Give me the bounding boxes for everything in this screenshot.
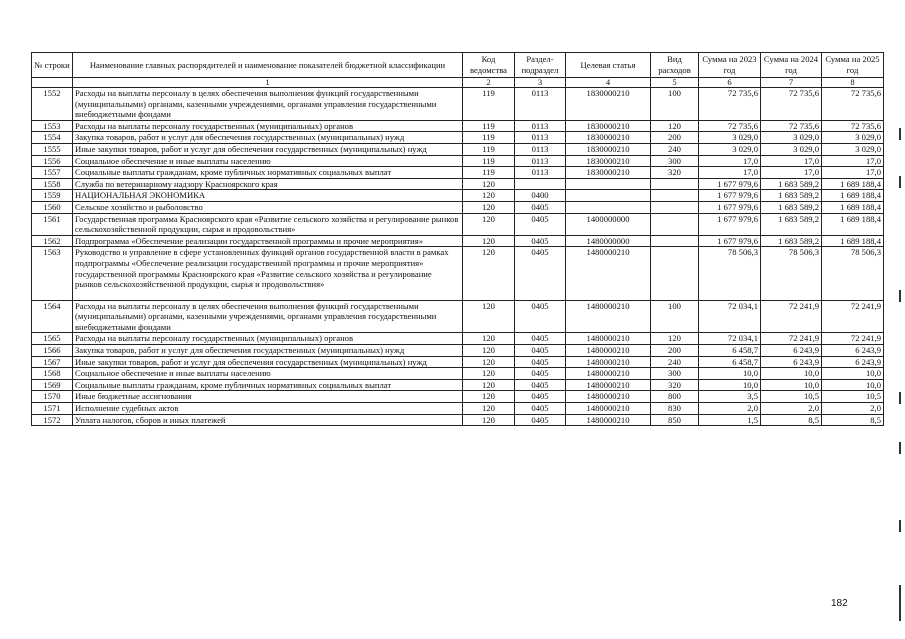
sum-2025: 8,5 xyxy=(822,414,884,426)
department-code: 120 xyxy=(463,345,515,357)
expense-type: 320 xyxy=(651,379,699,391)
sum-2023: 17,0 xyxy=(699,167,761,179)
section-code xyxy=(515,178,566,190)
column-number: 8 xyxy=(822,78,884,88)
expense-type: 300 xyxy=(651,155,699,167)
row-number: 1558 xyxy=(32,178,73,190)
row-number: 1557 xyxy=(32,167,73,179)
department-code: 120 xyxy=(463,190,515,202)
row-name: Исполнение судебных актов xyxy=(73,403,463,415)
scan-edge-mark xyxy=(899,442,901,454)
sum-2023: 72 034,1 xyxy=(699,333,761,345)
table-row xyxy=(32,403,884,415)
section-code: 0405 xyxy=(515,247,566,300)
sum-2024: 10,0 xyxy=(761,379,822,391)
table-row xyxy=(32,132,884,144)
target-article: 1480000210 xyxy=(566,391,651,403)
sum-2024: 17,0 xyxy=(761,167,822,179)
column-number: 2 xyxy=(463,78,515,88)
page-number: 182 xyxy=(831,598,848,609)
target-article xyxy=(566,190,651,202)
department-code: 119 xyxy=(463,132,515,144)
sum-2023: 78 506,3 xyxy=(699,247,761,300)
sum-2025: 1 689 188,4 xyxy=(822,235,884,247)
expense-type xyxy=(651,190,699,202)
table-header xyxy=(32,53,884,88)
row-number: 1562 xyxy=(32,235,73,247)
table-row xyxy=(32,88,884,121)
section-code: 0113 xyxy=(515,88,566,121)
section-code: 0405 xyxy=(515,368,566,380)
target-article xyxy=(566,201,651,213)
row-number: 1554 xyxy=(32,132,73,144)
target-article: 1830000210 xyxy=(566,155,651,167)
row-name: Социальное обеспечение и иные выплаты населению xyxy=(73,368,463,380)
scan-edge-mark xyxy=(899,176,901,188)
section-code: 0405 xyxy=(515,300,566,333)
sum-2025: 72 241,9 xyxy=(822,300,884,333)
target-article: 1480000210 xyxy=(566,333,651,345)
header-expense-type: Вид расходов xyxy=(651,53,699,78)
table-row xyxy=(32,368,884,380)
sum-2025: 1 689 188,4 xyxy=(822,178,884,190)
section-code: 0405 xyxy=(515,414,566,426)
section-code: 0113 xyxy=(515,167,566,179)
department-code: 119 xyxy=(463,120,515,132)
expense-type: 800 xyxy=(651,391,699,403)
row-name: Социальное обеспечение и иные выплаты населению xyxy=(73,155,463,167)
scan-edge-mark xyxy=(899,585,901,621)
department-code: 120 xyxy=(463,368,515,380)
sum-2024: 8,5 xyxy=(761,414,822,426)
row-number: 1571 xyxy=(32,403,73,415)
expense-type: 240 xyxy=(651,356,699,368)
section-code: 0405 xyxy=(515,333,566,345)
column-number: 5 xyxy=(651,78,699,88)
row-name: Уплата налогов, сборов и иных платежей xyxy=(73,414,463,426)
sum-2023: 3 029,0 xyxy=(699,132,761,144)
row-name: Подпрограмма «Обеспечение реализации государственной программы и прочие мероприятия» xyxy=(73,235,463,247)
column-number: 6 xyxy=(699,78,761,88)
department-code: 120 xyxy=(463,213,515,235)
header-sum-2023: Сумма на 2023 год xyxy=(699,53,761,78)
header-sum-2024: Сумма на 2024 год xyxy=(761,53,822,78)
row-number: 1569 xyxy=(32,379,73,391)
row-number: 1568 xyxy=(32,368,73,380)
table-row xyxy=(32,143,884,155)
sum-2023: 1 677 979,6 xyxy=(699,178,761,190)
section-code: 0405 xyxy=(515,391,566,403)
row-name: Сельское хозяйство и рыболовство xyxy=(73,201,463,213)
target-article: 1480000210 xyxy=(566,379,651,391)
table-row xyxy=(32,300,884,333)
row-number: 1572 xyxy=(32,414,73,426)
row-number: 1560 xyxy=(32,201,73,213)
sum-2023: 10,0 xyxy=(699,368,761,380)
department-code: 119 xyxy=(463,143,515,155)
expense-type xyxy=(651,235,699,247)
sum-2025: 2,0 xyxy=(822,403,884,415)
sum-2024: 78 506,3 xyxy=(761,247,822,300)
row-name: Руководство и управление в сфере установленных функций органов государственной власти в рамках подпрограммы «Обеспечение реализации государственной программы и прочие мероприятия» государственной программы Красноярского края «Развитие сельского хозяйства и регулирование рынков сельскохозяйственной продукции, сырья и продовольствия» xyxy=(73,247,463,300)
sum-2023: 72 034,1 xyxy=(699,300,761,333)
sum-2023: 72 735,6 xyxy=(699,88,761,121)
section-code: 0405 xyxy=(515,403,566,415)
sum-2023: 1 677 979,6 xyxy=(699,235,761,247)
column-number: 4 xyxy=(566,78,651,88)
row-number: 1552 xyxy=(32,88,73,121)
header-department-code: Код ведомства xyxy=(463,53,515,78)
sum-2024: 72 735,6 xyxy=(761,120,822,132)
scan-edge-mark xyxy=(899,128,901,140)
expense-type: 100 xyxy=(651,300,699,333)
sum-2024: 17,0 xyxy=(761,155,822,167)
sum-2024: 1 683 589,2 xyxy=(761,235,822,247)
row-number: 1556 xyxy=(32,155,73,167)
sum-2024: 3 029,0 xyxy=(761,143,822,155)
section-code: 0113 xyxy=(515,132,566,144)
expense-type: 240 xyxy=(651,143,699,155)
expense-type xyxy=(651,201,699,213)
table-row xyxy=(32,235,884,247)
sum-2025: 72 241,9 xyxy=(822,333,884,345)
table-row xyxy=(32,155,884,167)
department-code: 120 xyxy=(463,356,515,368)
sum-2023: 1,5 xyxy=(699,414,761,426)
row-name: Расходы на выплаты персоналу государственных (муниципальных) органов xyxy=(73,120,463,132)
sum-2024: 1 683 589,2 xyxy=(761,201,822,213)
sum-2023: 1 677 979,6 xyxy=(699,213,761,235)
department-code: 120 xyxy=(463,391,515,403)
section-code: 0113 xyxy=(515,120,566,132)
sum-2024: 72 241,9 xyxy=(761,333,822,345)
scan-edge-mark xyxy=(899,520,901,532)
column-number: 1 xyxy=(73,78,463,88)
sum-2025: 10,5 xyxy=(822,391,884,403)
sum-2025: 3 029,0 xyxy=(822,132,884,144)
target-article: 1480000210 xyxy=(566,368,651,380)
target-article xyxy=(566,178,651,190)
target-article: 1830000210 xyxy=(566,88,651,121)
department-code: 120 xyxy=(463,379,515,391)
target-article: 1480000000 xyxy=(566,235,651,247)
sum-2025: 1 689 188,4 xyxy=(822,190,884,202)
row-name: Расходы на выплаты персоналу государственных (муниципальных) органов xyxy=(73,333,463,345)
expense-type: 120 xyxy=(651,120,699,132)
sum-2025: 17,0 xyxy=(822,155,884,167)
target-article: 1480000210 xyxy=(566,403,651,415)
sum-2024: 6 243,9 xyxy=(761,356,822,368)
row-number: 1570 xyxy=(32,391,73,403)
section-code: 0113 xyxy=(515,143,566,155)
expense-type: 300 xyxy=(651,368,699,380)
expense-type: 200 xyxy=(651,132,699,144)
row-name: Иные закупки товаров, работ и услуг для обеспечения государственных (муниципальных) нужд xyxy=(73,143,463,155)
sum-2025: 10,0 xyxy=(822,368,884,380)
target-article: 1480000210 xyxy=(566,247,651,300)
sum-2023: 72 735,6 xyxy=(699,120,761,132)
table-row xyxy=(32,379,884,391)
sum-2025: 1 689 188,4 xyxy=(822,201,884,213)
target-article: 1830000210 xyxy=(566,120,651,132)
column-numbers-row xyxy=(32,78,884,88)
section-code: 0405 xyxy=(515,235,566,247)
section-code: 0113 xyxy=(515,155,566,167)
row-name: Иные закупки товаров, работ и услуг для обеспечения государственных (муниципальных) нужд xyxy=(73,356,463,368)
sum-2024: 1 683 589,2 xyxy=(761,213,822,235)
department-code: 119 xyxy=(463,155,515,167)
department-code: 119 xyxy=(463,167,515,179)
section-code: 0405 xyxy=(515,213,566,235)
section-code: 0400 xyxy=(515,190,566,202)
table-row xyxy=(32,167,884,179)
sum-2024: 10,0 xyxy=(761,368,822,380)
expense-type xyxy=(651,213,699,235)
sum-2023: 3 029,0 xyxy=(699,143,761,155)
sum-2023: 6 458,7 xyxy=(699,345,761,357)
table-row xyxy=(32,178,884,190)
header-name: Наименование главных распорядителей и наименование показателей бюджетной классификации xyxy=(73,53,463,78)
table-row xyxy=(32,120,884,132)
row-number: 1563 xyxy=(32,247,73,300)
header-section: Раздел-подраздел xyxy=(515,53,566,78)
header-row-number: № строки xyxy=(32,53,73,78)
department-code: 119 xyxy=(463,88,515,121)
target-article: 1400000000 xyxy=(566,213,651,235)
table-row xyxy=(32,345,884,357)
expense-type: 120 xyxy=(651,333,699,345)
target-article: 1830000210 xyxy=(566,132,651,144)
sum-2025: 17,0 xyxy=(822,167,884,179)
target-article: 1830000210 xyxy=(566,167,651,179)
expense-type: 850 xyxy=(651,414,699,426)
expense-type: 320 xyxy=(651,167,699,179)
row-number: 1567 xyxy=(32,356,73,368)
expense-type xyxy=(651,178,699,190)
sum-2025: 72 735,6 xyxy=(822,88,884,121)
department-code: 120 xyxy=(463,300,515,333)
sum-2023: 1 677 979,6 xyxy=(699,190,761,202)
row-number: 1564 xyxy=(32,300,73,333)
sum-2023: 6 458,7 xyxy=(699,356,761,368)
department-code: 120 xyxy=(463,235,515,247)
header-target-article: Целевая статья xyxy=(566,53,651,78)
expense-type: 200 xyxy=(651,345,699,357)
target-article: 1830000210 xyxy=(566,143,651,155)
sum-2025: 6 243,9 xyxy=(822,356,884,368)
row-name: Служба по ветеринарному надзору Красноярского края xyxy=(73,178,463,190)
column-number: 7 xyxy=(761,78,822,88)
sum-2025: 6 243,9 xyxy=(822,345,884,357)
table-row xyxy=(32,247,884,300)
header-sum-2025: Сумма на 2025 год xyxy=(822,53,884,78)
section-code: 0405 xyxy=(515,345,566,357)
row-number: 1561 xyxy=(32,213,73,235)
sum-2023: 17,0 xyxy=(699,155,761,167)
table-row xyxy=(32,356,884,368)
sum-2023: 2,0 xyxy=(699,403,761,415)
row-name: Закупка товаров, работ и услуг для обеспечения государственных (муниципальных) нужд xyxy=(73,132,463,144)
sum-2023: 1 677 979,6 xyxy=(699,201,761,213)
sum-2024: 2,0 xyxy=(761,403,822,415)
expense-type: 100 xyxy=(651,88,699,121)
sum-2025: 10,0 xyxy=(822,379,884,391)
row-name: Социальные выплаты гражданам, кроме публичных нормативных социальных выплат xyxy=(73,379,463,391)
sum-2024: 1 683 589,2 xyxy=(761,178,822,190)
department-code: 120 xyxy=(463,247,515,300)
sum-2023: 10,0 xyxy=(699,379,761,391)
target-article: 1480000210 xyxy=(566,345,651,357)
target-article: 1480000210 xyxy=(566,356,651,368)
department-code: 120 xyxy=(463,414,515,426)
row-name: Расходы на выплаты персоналу в целях обеспечения выполнения функций государственными (муниципальными) органами, казенными учреждениями, органами управления государственными внебюджетными фондами xyxy=(73,300,463,333)
section-code: 0405 xyxy=(515,379,566,391)
row-number: 1566 xyxy=(32,345,73,357)
sum-2024: 3 029,0 xyxy=(761,132,822,144)
sum-2024: 72 241,9 xyxy=(761,300,822,333)
department-code: 120 xyxy=(463,403,515,415)
column-number: 3 xyxy=(515,78,566,88)
row-name: Социальные выплаты гражданам, кроме публичных нормативных социальных выплат xyxy=(73,167,463,179)
row-name: Государственная программа Красноярского края «Развитие сельского хозяйства и регулирование рынков сельскохозяйственной продукции, сырья и продовольствия» xyxy=(73,213,463,235)
scan-edge-mark xyxy=(899,290,901,302)
table-row xyxy=(32,333,884,345)
column-number xyxy=(32,78,73,88)
sum-2024: 6 243,9 xyxy=(761,345,822,357)
table-row xyxy=(32,190,884,202)
sum-2025: 1 689 188,4 xyxy=(822,213,884,235)
sum-2024: 72 735,6 xyxy=(761,88,822,121)
sum-2025: 72 735,6 xyxy=(822,120,884,132)
table-row xyxy=(32,213,884,235)
target-article: 1480000210 xyxy=(566,414,651,426)
sum-2024: 1 683 589,2 xyxy=(761,190,822,202)
row-number: 1565 xyxy=(32,333,73,345)
row-number: 1553 xyxy=(32,120,73,132)
expense-type: 830 xyxy=(651,403,699,415)
sum-2024: 10,5 xyxy=(761,391,822,403)
department-code: 120 xyxy=(463,201,515,213)
sum-2025: 78 506,3 xyxy=(822,247,884,300)
department-code: 120 xyxy=(463,333,515,345)
sum-2023: 3,5 xyxy=(699,391,761,403)
scan-edge-mark xyxy=(899,392,901,404)
section-code: 0405 xyxy=(515,201,566,213)
row-name: НАЦИОНАЛЬНАЯ ЭКОНОМИКА xyxy=(73,190,463,202)
row-number: 1555 xyxy=(32,143,73,155)
expense-type xyxy=(651,247,699,300)
budget-table-sheet xyxy=(31,52,883,426)
table-body xyxy=(32,88,884,426)
table-row xyxy=(32,414,884,426)
row-number: 1559 xyxy=(32,190,73,202)
section-code: 0405 xyxy=(515,356,566,368)
table-row xyxy=(32,391,884,403)
row-name: Закупка товаров, работ и услуг для обеспечения государственных (муниципальных) нужд xyxy=(73,345,463,357)
table-row xyxy=(32,201,884,213)
budget-table xyxy=(31,52,884,426)
sum-2025: 3 029,0 xyxy=(822,143,884,155)
target-article: 1480000210 xyxy=(566,300,651,333)
department-code: 120 xyxy=(463,178,515,190)
row-name: Иные бюджетные ассигнования xyxy=(73,391,463,403)
row-name: Расходы на выплаты персоналу в целях обеспечения выполнения функций государственными (муниципальными) органами, казенными учреждениями, органами управления государственными внебюджетными фондами xyxy=(73,88,463,121)
